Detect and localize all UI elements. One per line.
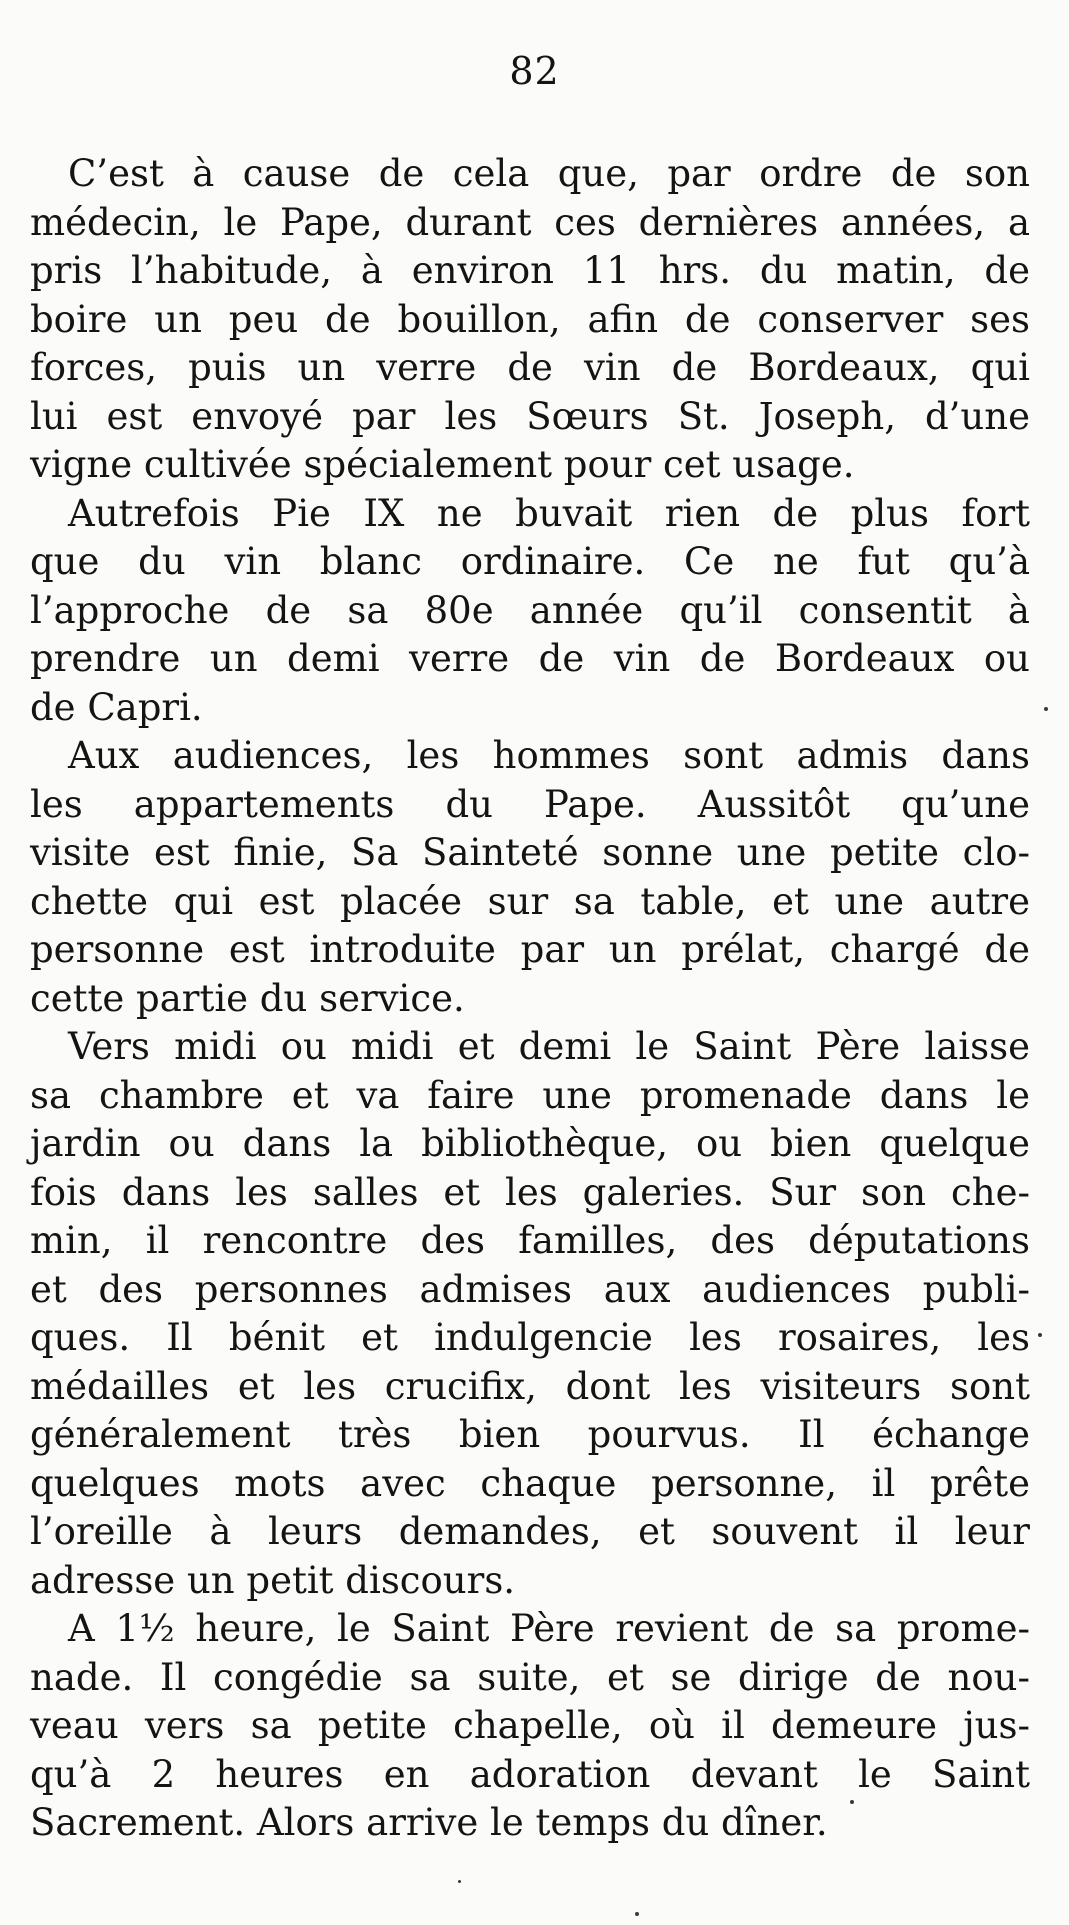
text-line: quelques mots avec chaque personne, il prête [30, 1461, 1030, 1505]
ink-speck [1038, 1333, 1042, 1337]
text-line: de Capri. [30, 685, 203, 729]
text-line: min, il rencontre des familles, des députations [30, 1219, 1030, 1262]
text-line: sa chambre et va faire une promenade dans le [30, 1073, 1030, 1117]
page-number: 82 [509, 49, 560, 93]
ink-speck [850, 1800, 854, 1804]
text-line: ques. Il bénit et indulgencie les rosaires, les [30, 1316, 1030, 1359]
ink-speck [635, 1912, 639, 1916]
text-line: médailles et les crucifix, dont les visiteurs sont [30, 1364, 1030, 1408]
text-line: jardin ou dans la bibliothèque, ou bien quelque [30, 1122, 1030, 1165]
text-line: qu’à 2 heures en adoration devant le Saint [30, 1752, 1030, 1796]
text-line: A 1½ heure, le Saint Père revient de sa prome- [68, 1607, 1030, 1650]
text-line: lui est envoyé par les Sœurs St. Joseph, d’une [30, 394, 1030, 438]
text-line: C’est à cause de cela que, par ordre de son [68, 152, 1030, 195]
text-line: personne est introduite par un prélat, chargé de [30, 928, 1030, 971]
text-line: prendre un demi verre de vin de Bordeaux ou [30, 637, 1030, 680]
text-line: boire un peu de bouillon, afin de conserver ses [30, 297, 1030, 341]
text-line: et des personnes admises aux audiences publi- [30, 1267, 1030, 1311]
text-line: que du vin blanc ordinaire. Ce ne fut qu’à [30, 540, 1030, 583]
text-line: pris l’habitude, à environ 11 hrs. du matin, de [30, 249, 1030, 292]
text-line: l’approche de sa 80e année qu’il consentit à [30, 588, 1030, 632]
text-line: cette partie du service. [30, 976, 465, 1020]
text-line: adresse un petit discours. [30, 1558, 516, 1602]
text-line: l’oreille à leurs demandes, et souvent il leur [30, 1510, 1030, 1553]
ink-speck [458, 1880, 461, 1883]
text-line: fois dans les salles et les galeries. Sur son che- [30, 1170, 1030, 1214]
text-line: Vers midi ou midi et demi le Saint Père laisse [68, 1025, 1030, 1068]
text-line: visite est finie, Sa Sainteté sonne une petite clo- [30, 831, 1030, 874]
text-line: vigne cultivée spécialement pour cet usage. [30, 443, 855, 486]
text-line: nade. Il congédie sa suite, et se dirige de nou- [30, 1655, 1030, 1699]
text-line: Autrefois Pie IX ne buvait rien de plus fort [68, 491, 1030, 535]
text-line: forces, puis un verre de vin de Bordeaux, qui [30, 346, 1030, 389]
text-line: chette qui est placée sur sa table, et une autre [30, 879, 1030, 923]
text-line: Aux audiences, les hommes sont admis dans [68, 734, 1030, 777]
text-line: les appartements du Pape. Aussitôt qu’une [30, 782, 1030, 826]
body-text [30, 150, 1030, 1848]
text-line: médecin, le Pape, durant ces dernières années, a [30, 200, 1030, 244]
text-line: généralement très bien pourvus. Il échange [30, 1413, 1030, 1456]
ink-speck [1044, 707, 1048, 711]
text-line: Sacrement. Alors arrive le temps du dîner. [30, 1801, 828, 1844]
text-line: veau vers sa petite chapelle, où il demeure jus- [30, 1704, 1030, 1747]
